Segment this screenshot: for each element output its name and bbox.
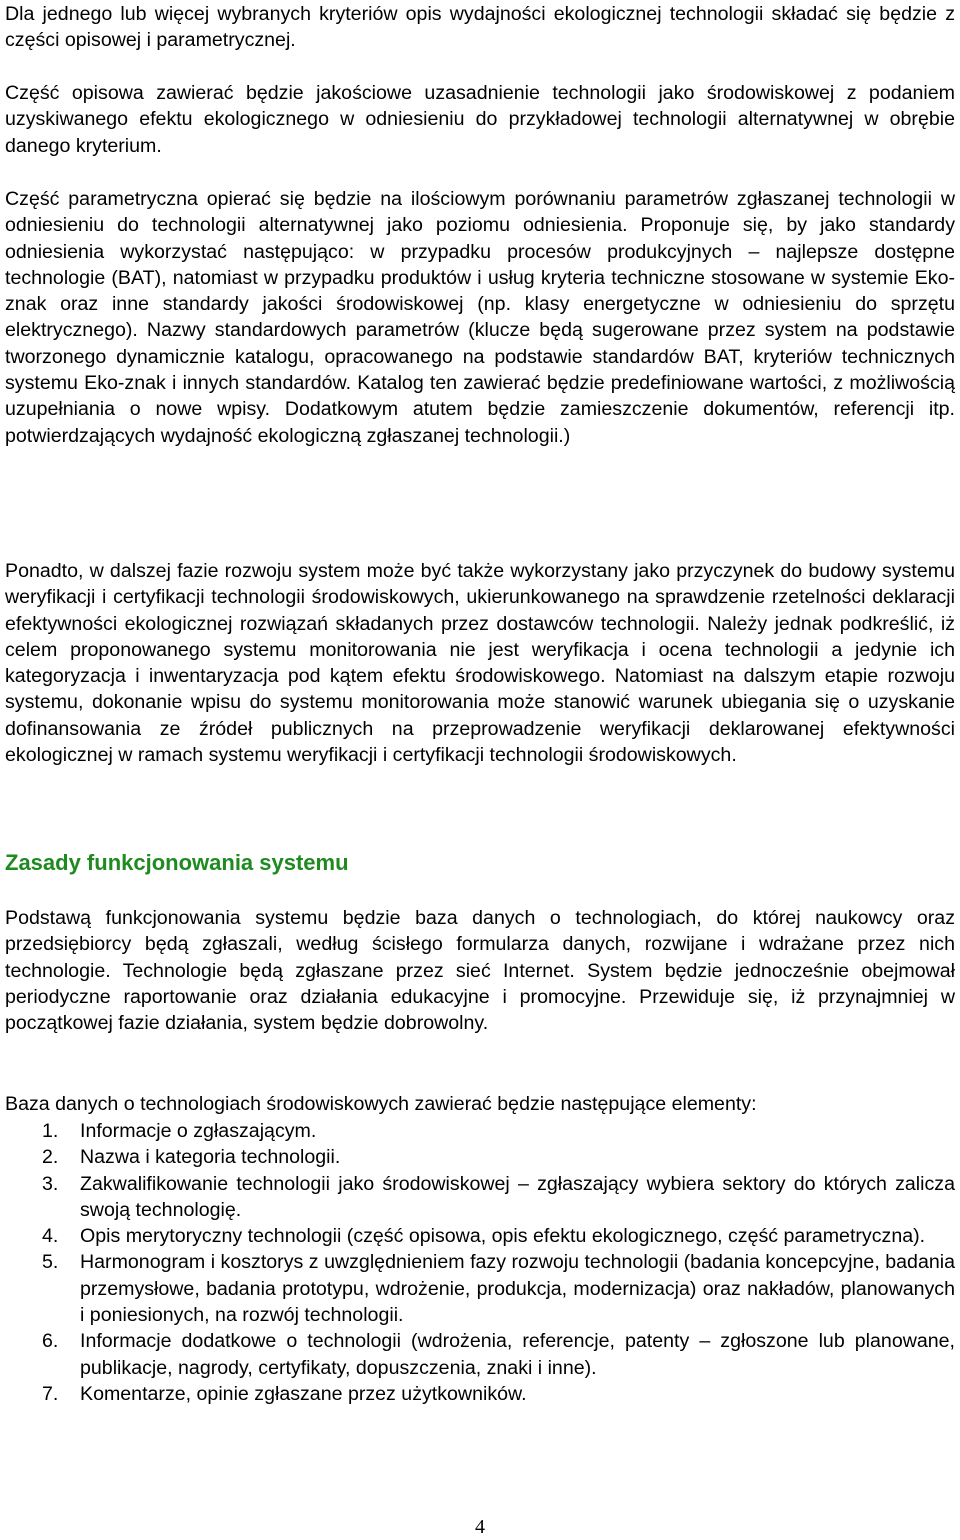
list-item [5, 1144, 955, 1170]
paragraph-intro: Dla jednego lub więcej wybranych kryteriów opis wydajności ekologicznej technologii składać się będzie z części opisowej i parametrycznej. [5, 3, 955, 52]
paragraph-database-intro: Baza danych o technologiach środowiskowych zawierać będzie następujące elementy: [5, 1093, 757, 1115]
list-item-text: Nazwa i kategoria technologii. [80, 1146, 341, 1169]
paragraph-system-basis: Podstawą funkcjonowania systemu będzie baza danych o technologiach, do której naukowcy oraz przedsiębiorcy będą zgłaszali, według ścisłego formularza danych, rozwijane i wdrażane przez nich technologie. Technologie będą zgłaszane przez sieć Internet. System będzie jednocześnie obejmował periodyczne raportowanie oraz działania edukacyjne i promocyjne. Przewiduje się, iż przynajmniej w początkowej fazie działania, system będzie dobrowolny. [5, 907, 955, 1035]
list-item-number: 5. [42, 1251, 59, 1274]
list-item-number: 7. [42, 1382, 59, 1405]
list-item-number: 2. [42, 1146, 59, 1169]
list-item-number: 1. [42, 1120, 59, 1142]
list-item-text: Opis merytoryczny technologii (część opisowa, opis efektu ekologicznego, część parametryczna). [80, 1225, 926, 1248]
list-item [5, 1118, 955, 1144]
list-item [5, 1171, 955, 1224]
list-item [5, 1223, 955, 1249]
list-item-number: 3. [42, 1172, 59, 1195]
list-item-text: Informacje o zgłaszającym. [80, 1120, 317, 1142]
paragraph-parametric-part: Część parametryczna opierać się będzie na ilościowym porównaniu parametrów zgłaszanej technologii w odniesieniu do technologii alternatywnej jako poziomu odniesienia. Proponuje się, by jako standardy odniesienia wykorzystać następująco: w przypadku procesów produkcyjnych – najlepsze dostępne technologie (BAT), natomiast w przypadku produktów i usług kryteria techniczne stosowane w systemie Eko-znak oraz inne standardy jakości środowiskowej (np. klasy energetyczne w odniesieniu do sprzętu elektrycznego). Nazwy standardowych parametrów (klucze będą sugerowane przez system na podstawie tworzonego dynamicznie katalogu, opracowanego na podstawie standardów BAT, kryteriów technicznych systemu Eko-znak i innych standardów. Katalog ten zawierać będzie predefiniowane wartości, z możliwością uzupełniania o nowe wpisy. Dodatkowym atutem będzie zamieszczenie dokumentów, referencji itp. potwierdzających wydajność ekologiczną zgłaszanej technologii.) [5, 188, 955, 447]
list-item-number: 4. [42, 1225, 59, 1248]
paragraph-descriptive-part: Część opisowa zawierać będzie jakościowe uzasadnienie technologii jako środowiskowej z podaniem uzyskiwanego efektu ekologicznego w odniesieniu do przykładowej technologii alternatywnej w obrębie danego kryterium. [5, 82, 955, 157]
list-item-text: Harmonogram i kosztorys z uwzględnieniem fazy rozwoju technologii (badania koncepcyjne, badania przemysłowe, badania prototypu, wdrożenie, produkcja, modernizacja) oraz nakładów, planowanych i poniesionych, na rozwój technologii. [80, 1251, 955, 1327]
page-number: 4 [475, 1516, 485, 1538]
list-item [5, 1381, 955, 1407]
list-item-text: Zakwalifikowanie technologii jako środowiskowej – zgłaszający wybiera sektory do których zalicza swoją technologię. [80, 1172, 955, 1221]
database-elements-list [5, 1118, 955, 1407]
list-item-number: 6. [42, 1330, 59, 1353]
paragraph-further-development: Ponadto, w dalszej fazie rozwoju system może być także wykorzystany jako przyczynek do budowy systemu weryfikacji i certyfikacji technologii środowiskowych, ukierunkowanego na sprawdzenie rzetelności deklaracji efektywności ekologicznej rozwiązań składanych przez dostawców technologii. Należy jednak podkreślić, iż celem proponowanego systemu monitorowania nie jest weryfikacja i ocena technologii a jedynie ich kategoryzacja i inwentaryzacja pod kątem efektu środowiskowego. Natomiast na dalszym etapie rozwoju systemu, dokonanie wpisu do systemu monitorowania może stanowić warunek ubiegania się o uzyskanie dofinansowania ze źródeł publicznych na przeprowadzenie weryfikacji deklarowanej efektywności ekologicznej w ramach systemu weryfikacji i certyfikacji technologii środowiskowych. [5, 560, 955, 767]
list-item [5, 1328, 955, 1381]
list-item [5, 1249, 955, 1328]
list-item-text: Komentarze, opinie zgłaszane przez użytkowników. [80, 1382, 527, 1405]
section-heading: Zasady funkcjonowania systemu [5, 850, 349, 875]
list-item-text: Informacje dodatkowe o technologii (wdrożenia, referencje, patenty – zgłoszone lub planowane, publikacje, nagrody, certyfikaty, dopuszczenia, znaki i inne). [80, 1330, 955, 1379]
